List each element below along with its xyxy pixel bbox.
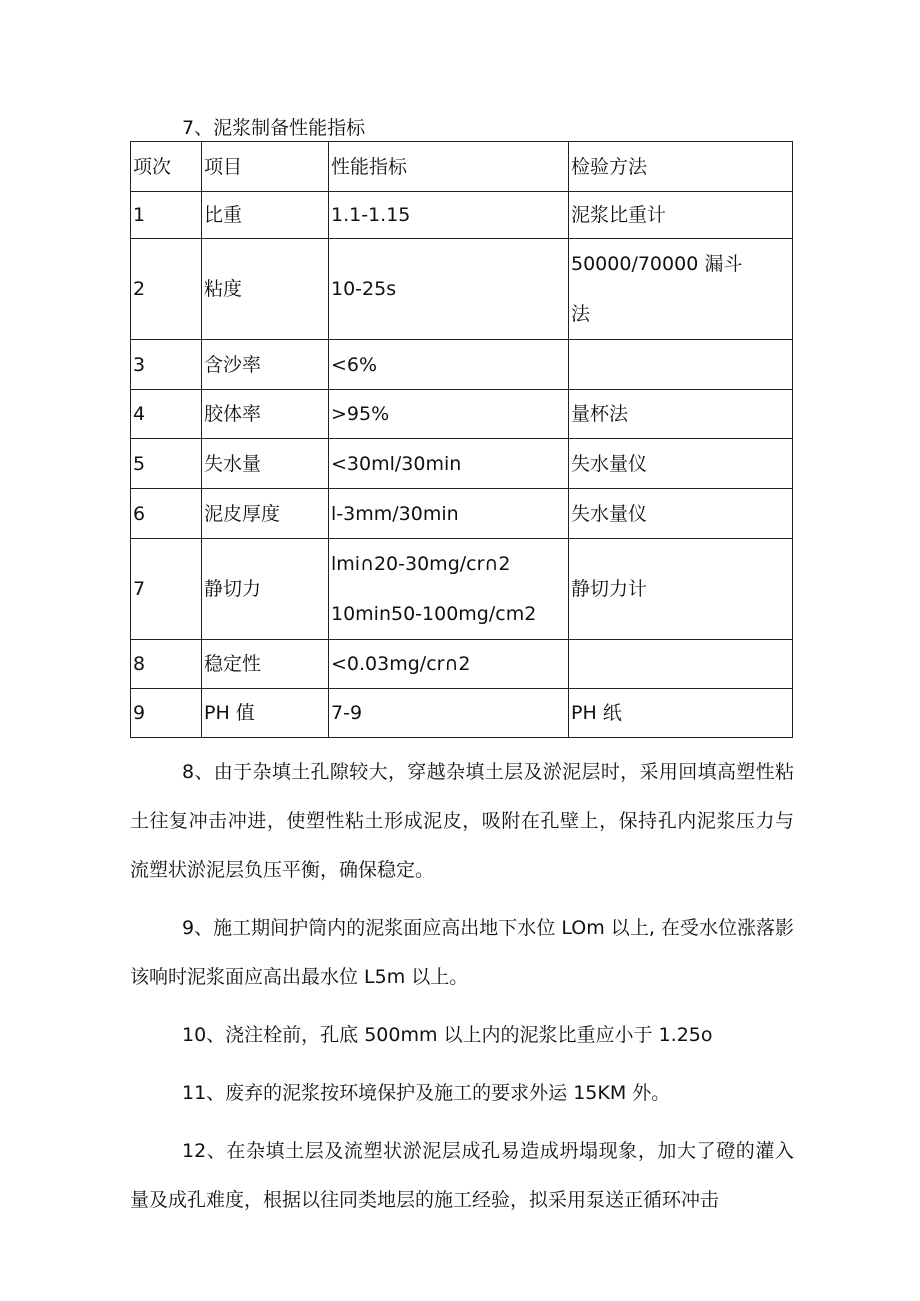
header-spec: 性能指标	[329, 142, 569, 192]
cell-spec-line: <30ml∕30min	[331, 452, 462, 475]
cell-method	[569, 390, 793, 439]
cell-spec-line: l-3mm∕30min	[331, 502, 459, 525]
cell-spec	[329, 689, 569, 738]
cell-no: 5	[131, 439, 202, 489]
cell-spec	[329, 192, 569, 239]
cell-spec-line: >95%	[331, 403, 390, 425]
cell-method-line: 静切力计	[571, 578, 648, 600]
cell-no: 6	[131, 489, 202, 539]
cell-spec	[329, 439, 569, 489]
cell-spec-line: <6%	[331, 353, 378, 376]
table-row	[131, 390, 793, 439]
cell-method	[569, 489, 793, 539]
cell-method	[569, 439, 793, 489]
header-item: 项目	[202, 142, 329, 192]
cell-item: 稳定性	[202, 640, 329, 689]
cell-method	[569, 239, 793, 340]
cell-method-line: 失水量仪	[571, 502, 648, 525]
table-row	[131, 689, 793, 738]
table-row	[131, 192, 793, 239]
paragraph-8: 8、由于杂填土孔隙较大，穿越杂填土层及淤泥层时，采用回填高塑性粘土往复冲击冲进，使塑性粘土形成泥皮，吸附在孔壁上，保持孔内泥浆压力与流塑状淤泥层负压平衡，确保稳定。	[130, 761, 794, 881]
mud-performance-table	[130, 141, 793, 738]
cell-item: 胶体率	[202, 390, 329, 439]
cell-item: 比重	[202, 192, 329, 239]
cell-method-line: 50000/70000 漏斗	[571, 253, 743, 275]
cell-method	[569, 689, 793, 738]
cell-spec-line: 1.1-1.15	[331, 204, 411, 226]
cell-spec-line: 10min50-100mg∕cm2	[331, 603, 537, 625]
section-title: 7、泥浆制备性能指标	[182, 117, 366, 139]
cell-method-line: 量杯法	[571, 403, 629, 425]
cell-no: 9	[131, 689, 202, 738]
body-paragraphs	[130, 748, 794, 1225]
cell-item: 静切力	[202, 539, 329, 640]
cell-no: 8	[131, 640, 202, 689]
paragraph-12: 12、在杂填土层及流塑状淤泥层成孔易造成坍塌现象，加大了磴的灌入量及成孔难度，根据以往同类地层的施工经验，拟采用泵送正循环冲击	[130, 1140, 794, 1211]
cell-item: 泥皮厚度	[202, 489, 329, 539]
cell-spec	[329, 640, 569, 689]
paragraph-10: 10、浇注栓前，孔底 500mm 以上内的泥浆比重应小于 1.25o	[182, 1024, 713, 1046]
table-row	[131, 539, 793, 640]
header-no: 项次	[131, 142, 202, 192]
paragraph-11: 11、废弃的泥浆按环境保护及施工的要求外运 15KM 外。	[182, 1082, 671, 1104]
cell-method-line: 法	[571, 303, 591, 325]
table-row	[131, 640, 793, 689]
cell-item: 失水量	[202, 439, 329, 489]
cell-no: 7	[131, 539, 202, 640]
header-method: 检验方法	[569, 142, 793, 192]
table-row	[131, 439, 793, 489]
paragraph-9: 9、施工期间护筒内的泥浆面应高出地下水位 LOm 以上, 在受水位涨落影该响时泥浆面应高出最水位 L5m 以上。	[130, 917, 794, 988]
cell-method-line: 失水量仪	[571, 452, 648, 475]
cell-method-line: PH 纸	[571, 702, 622, 724]
cell-spec-line: <0.03mg∕cr∩2	[331, 653, 471, 675]
table-row	[131, 340, 793, 390]
table-row	[131, 239, 793, 340]
cell-spec	[329, 489, 569, 539]
cell-spec	[329, 390, 569, 439]
cell-no: 2	[131, 239, 202, 340]
table-header-row	[131, 142, 793, 192]
cell-spec-line: 10-25s	[331, 278, 397, 300]
cell-item: 含沙率	[202, 340, 329, 390]
cell-spec-line: lmi∩20-30mg∕cr∩2	[331, 553, 511, 575]
cell-method	[569, 640, 793, 689]
cell-no: 4	[131, 390, 202, 439]
cell-spec	[329, 340, 569, 390]
table-row	[131, 489, 793, 539]
cell-no: 1	[131, 192, 202, 239]
cell-method	[569, 192, 793, 239]
cell-method-line: 泥浆比重计	[571, 204, 667, 226]
cell-method	[569, 539, 793, 640]
cell-spec	[329, 239, 569, 340]
cell-no: 3	[131, 340, 202, 390]
cell-spec	[329, 539, 569, 640]
cell-method	[569, 340, 793, 390]
cell-spec-line: 7-9	[331, 702, 363, 724]
cell-item: 粘度	[202, 239, 329, 340]
cell-item: PH 值	[202, 689, 329, 738]
